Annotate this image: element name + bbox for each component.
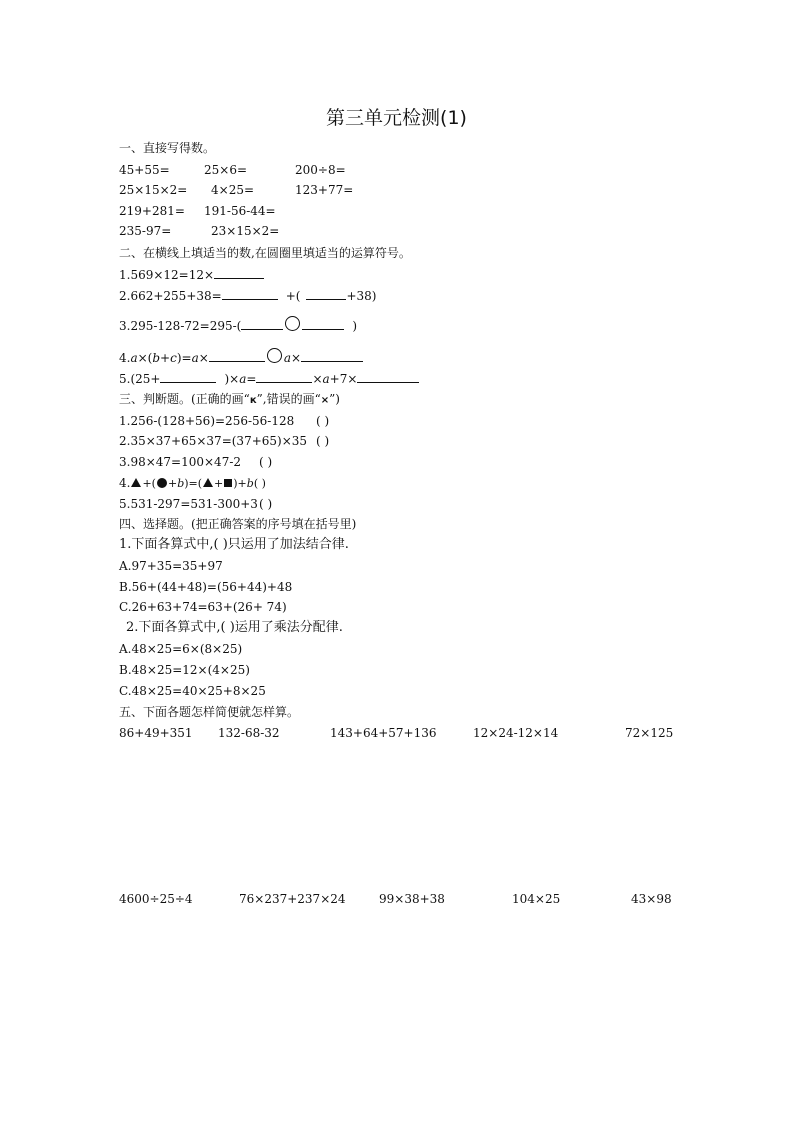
question-text: 5.(25+ <box>119 372 161 386</box>
question-text: )=( <box>184 477 203 490</box>
answer-blank[interactable] <box>214 266 264 279</box>
question-text: )= <box>176 351 192 365</box>
judge-question-2 <box>119 433 307 449</box>
question-text: 1.569×12=12× <box>119 268 215 282</box>
problem: 200÷8= <box>295 163 346 177</box>
variable: b <box>177 477 185 490</box>
answer-blank[interactable] <box>241 317 283 330</box>
answer-blank[interactable] <box>357 370 419 383</box>
answer-paren[interactable]: ( ) <box>316 414 330 428</box>
fill-question-4 <box>119 348 363 366</box>
heading-text: ”,错误的画“ <box>256 392 321 406</box>
choice-option[interactable]: C.48×25=40×25+8×25 <box>119 684 266 698</box>
question-number: 4. <box>119 476 131 490</box>
question-text: × <box>312 372 323 386</box>
question-text: × <box>290 351 302 365</box>
question-text: +( <box>285 289 301 303</box>
answer-blank[interactable] <box>222 287 278 300</box>
calc-problem: 72×125 <box>625 726 674 740</box>
variable: b <box>152 351 161 365</box>
choice-option[interactable]: A.48×25=6×(8×25) <box>119 642 243 656</box>
problem: 25×15×2= <box>119 183 188 197</box>
question-text: × <box>198 351 209 365</box>
calc-problem: 43×98 <box>631 892 672 906</box>
triangle-icon <box>131 478 141 487</box>
question-text: + <box>214 477 224 490</box>
question-text: + <box>160 351 171 365</box>
problem: 25×6= <box>204 163 248 177</box>
problem: 23×15×2= <box>211 224 280 238</box>
calc-problem: 104×25 <box>512 892 561 906</box>
problem: 191-56-44= <box>204 204 276 218</box>
heading-text: ”) <box>329 392 340 406</box>
cross-mark: × <box>320 395 330 406</box>
operator-circle[interactable] <box>285 316 300 331</box>
problem: 235-97= <box>119 224 172 238</box>
choice-question-2: 2.下面各算式中,( )运用了乘法分配律. <box>126 620 343 635</box>
section-5-heading: 五、下面各题怎样简便就怎样算。 <box>119 705 300 719</box>
choice-option[interactable]: A.97+35=35+97 <box>119 559 223 573</box>
question-text: )+ <box>233 477 247 490</box>
choice-question-1: 1.下面各算式中,( )只运用了加法结合律. <box>119 537 349 552</box>
section-2-heading: 二、在横线上填适当的数,在圆圈里填适当的运算符号。 <box>119 246 411 260</box>
fill-question-1 <box>119 266 264 283</box>
question-text: )× <box>224 372 240 386</box>
problem: 123+77= <box>295 183 354 197</box>
fill-question-3 <box>119 316 357 334</box>
calc-problem: 99×38+38 <box>379 892 445 906</box>
calc-problem: 143+64+57+136 <box>330 726 437 740</box>
heading-text: 三、判断题。(正确的画“ <box>119 392 250 406</box>
judge-question-3 <box>119 454 241 470</box>
section-1-heading: 一、直接写得数。 <box>119 141 216 155</box>
question-text: +38) <box>346 289 377 303</box>
square-icon <box>224 479 232 487</box>
question-text: + <box>167 477 178 490</box>
page-title: 第三单元检测(1) <box>326 107 467 129</box>
circle-icon <box>157 478 167 488</box>
question-number: 4. <box>119 351 131 365</box>
choice-option[interactable]: C.26+63+74=63+(26+ 74) <box>119 600 287 614</box>
question-text: = <box>246 372 257 386</box>
question-text: 3.295-128-72=295-( <box>119 319 242 333</box>
calc-problem: 76×237+237×24 <box>239 892 346 906</box>
triangle-icon <box>203 478 213 487</box>
answer-paren[interactable]: ( ) <box>259 497 273 511</box>
variable: b <box>246 477 254 490</box>
question-text: 3.98×47=100×47-2 <box>119 455 242 469</box>
question-text: 2.662+255+38= <box>119 289 222 303</box>
problem: 219+281= <box>119 204 185 218</box>
section-4-heading: 四、选择题。(把正确答案的序号填在括号里) <box>119 517 357 531</box>
variable: a <box>283 351 291 365</box>
answer-blank[interactable] <box>301 349 363 362</box>
check-mark: к <box>249 395 257 406</box>
choice-option[interactable]: B.56+(44+48)=(56+44)+48 <box>119 580 293 594</box>
calc-problem: 86+49+351 <box>119 726 193 740</box>
variable: a <box>322 372 330 386</box>
judge-question-4 <box>119 475 266 492</box>
choice-option[interactable]: B.48×25=12×(4×25) <box>119 663 250 677</box>
question-text: +( <box>142 477 156 490</box>
question-text: 1.256-(128+56)=256-56-128 <box>119 414 295 428</box>
fill-question-2 <box>119 287 376 304</box>
variable: a <box>130 351 138 365</box>
question-text: ) <box>352 319 358 333</box>
variable: a <box>191 351 199 365</box>
question-text: 2.35×37+65×37=(37+65)×35 <box>119 434 308 448</box>
section-3-heading <box>119 391 340 409</box>
answer-blank[interactable] <box>160 370 216 383</box>
judge-question-5 <box>119 496 258 512</box>
answer-blank[interactable] <box>209 349 265 362</box>
answer-paren[interactable]: ( ) <box>316 434 330 448</box>
fill-question-5 <box>119 370 419 387</box>
answer-blank[interactable] <box>306 287 346 300</box>
judge-question-1 <box>119 413 294 429</box>
calc-problem: 132-68-32 <box>218 726 280 740</box>
answer-blank[interactable] <box>256 370 312 383</box>
question-text: +7× <box>329 372 358 386</box>
variable: c <box>170 351 177 365</box>
operator-circle[interactable] <box>267 348 282 363</box>
answer-paren[interactable]: ( ) <box>259 455 273 469</box>
problem: 45+55= <box>119 163 170 177</box>
calc-problem: 4600÷25÷4 <box>119 892 193 906</box>
calc-problem: 12×24-12×14 <box>473 726 559 740</box>
answer-paren[interactable]: ( ) <box>253 477 266 490</box>
problem: 4×25= <box>211 183 255 197</box>
answer-blank[interactable] <box>302 317 344 330</box>
question-text: ×( <box>137 351 153 365</box>
question-text: 5.531-297=531-300+3 <box>119 497 258 511</box>
variable: a <box>239 372 247 386</box>
